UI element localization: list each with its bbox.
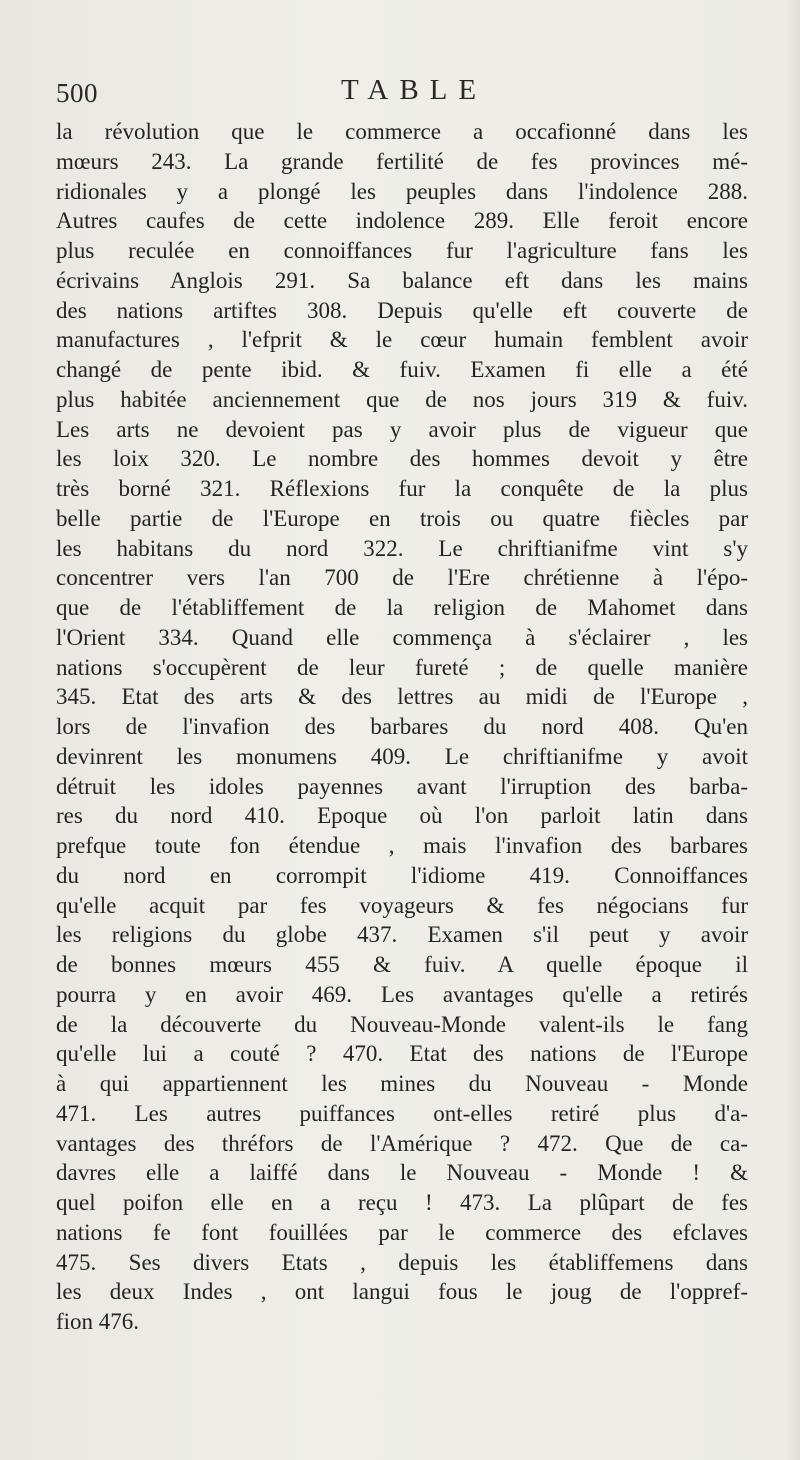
text-line: lors de l'invafion des barbares du nord 408. Qu'en [56, 714, 748, 739]
text-line: res du nord 410. Epoque où l'on parloit latin dans [56, 803, 748, 829]
text-line: que de l'établiffement de la religion de Mahomet dans [56, 595, 748, 620]
text-line: les religions du globe 437. Examen s'il peut y avoir [56, 922, 748, 948]
text-line: du nord en corrompit l'idiome 419. Connoiffances [56, 862, 748, 888]
text-line: 471. Les autres puiffances ont-elles retiré plus d'a- [56, 1100, 748, 1126]
text-line: ridionales y a plongé les peuples dans l'indolence 288. [56, 178, 748, 204]
text-line: Autres caufes de cette indolence 289. Elle feroit encore [56, 208, 748, 234]
text-line: les loix 320. Le nombre des hommes devoit y être [56, 446, 748, 472]
text-line: devinrent les monumens 409. Le chriftianifme y avoit [56, 743, 748, 769]
text-line: mœurs 243. La grande fertilité de fes provinces mé- [56, 148, 748, 174]
text-line: 475. Ses divers Etats , depuis les établiffemens dans [56, 1249, 748, 1275]
running-title: TABLE [341, 74, 488, 106]
index-text [56, 117, 748, 1337]
text-line: les deux Indes , ont langui fous le joug de l'oppref- [56, 1279, 748, 1305]
text-line: l'Orient 334. Quand elle commença à s'éclairer , les [56, 624, 748, 650]
text-line: changé de pente ibid. & fuiv. Examen fi elle a été [56, 357, 748, 382]
text-line: nations fe font fouillées par le commerce des efclaves [56, 1219, 748, 1245]
text-line: de la découverte du Nouveau-Monde valent-ils le fang [56, 1011, 748, 1037]
text-line: des nations artiftes 308. Depuis qu'elle eft couverte de [56, 297, 748, 323]
text-line: écrivains Anglois 291. Sa balance eft dans les mains [56, 267, 748, 293]
text-line: fion 476. [56, 1309, 140, 1334]
text-line: très borné 321. Réflexions fur la conquête de la plus [56, 476, 748, 501]
text-line: quel poifon elle en a reçu ! 473. La plûpart de fes [56, 1190, 748, 1215]
page-edge-shadow [786, 0, 800, 1460]
text-line: de bonnes mœurs 455 & fuiv. A quelle époque il [56, 952, 748, 977]
text-line: plus habitée anciennement que de nos jours 319 & fuiv. [56, 386, 748, 412]
page-number: 500 [56, 78, 98, 108]
text-line: qu'elle acquit par fes voyageurs & fes négocians fur [56, 892, 748, 918]
text-line: davres elle a laiffé dans le Nouveau - Monde ! & [56, 1160, 748, 1186]
text-line: les habitans du nord 322. Le chriftianifme vint s'y [56, 535, 748, 561]
text-line: nations s'occupèrent de leur fureté ; de quelle manière [56, 654, 748, 680]
text-line: plus reculée en connoiffances fur l'agriculture fans les [56, 238, 748, 263]
text-line: à qui appartiennent les mines du Nouveau - Monde [56, 1071, 748, 1096]
text-line: 345. Etat des arts & des lettres au midi de l'Europe , [56, 684, 748, 710]
text-line: qu'elle lui a couté ? 470. Etat des nations de l'Europe [56, 1041, 748, 1067]
text-line: détruit les idoles payennes avant l'irruption des barba- [56, 773, 748, 799]
text-line: vantages des thréfors de l'Amérique ? 472. Que de ca- [56, 1130, 748, 1156]
text-line: Les arts ne devoient pas y avoir plus de vigueur que [56, 416, 748, 442]
text-line: belle partie de l'Europe en trois ou quatre fiècles par [56, 505, 748, 531]
text-line: la révolution que le commerce a occafionné dans les [56, 119, 748, 144]
text-line: prefque toute fon étendue , mais l'invafion des barbares [56, 833, 748, 858]
text-line: concentrer vers l'an 700 de l'Ere chrétienne à l'épo- [56, 565, 748, 591]
text-line: pourra y en avoir 469. Les avantages qu'elle a retirés [56, 981, 748, 1007]
text-line: manufactures , l'efprit & le cœur humain femblent avoir [56, 327, 748, 353]
page-header [56, 70, 746, 110]
